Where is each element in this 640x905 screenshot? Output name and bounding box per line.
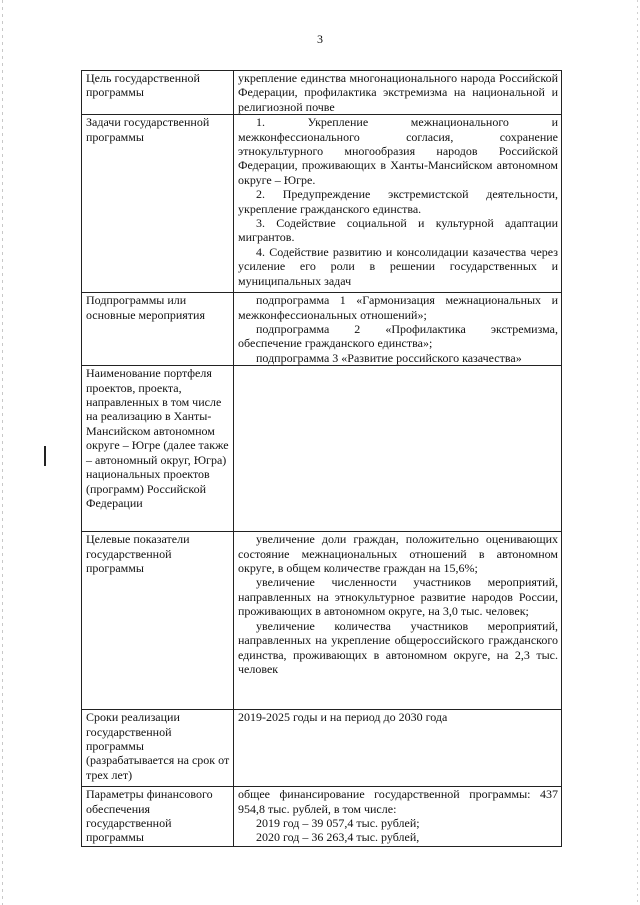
value-paragraph: 2. Предупреждение экстремистской деятельности, укрепление гражданского единства. <box>238 187 558 216</box>
table-row-portfolio <box>82 366 562 532</box>
table-row-tasks <box>82 115 562 293</box>
row-value <box>234 710 562 787</box>
scan-edge-right <box>637 0 638 905</box>
row-value <box>234 293 562 366</box>
table-row-goal <box>82 71 562 115</box>
financing-intro: общее финансирование государственной программы: 437 954,8 тыс. рублей, в том числе: <box>238 787 558 816</box>
value-paragraph: 2019-2025 годы и на период до 2030 года <box>238 710 448 725</box>
value-paragraph: подпрограмма 1 «Гармонизация межнациональных и межконфессиональных отношений»; <box>238 293 558 322</box>
row-value <box>234 787 562 847</box>
margin-mark <box>44 446 46 466</box>
passport-table <box>81 70 562 847</box>
table-row-indicators <box>82 532 562 710</box>
value-paragraph: увеличение численности участников мероприятий, направленных на этнокультурное развитие народов России, проживающих в автономном округе, на 3,0 тыс. человек; <box>238 575 558 619</box>
value-paragraph: 1. Укрепление межнационального и межконфессионального согласия, сохранение этнокультурного многообразия народов Российской Федерации, проживающих в Ханты-Мансийском автономном округе – Югре. <box>238 115 558 187</box>
scan-edge-left <box>2 0 3 905</box>
row-value <box>234 532 562 710</box>
financing-year-line: 2020 год – 36 263,4 тыс. рублей, <box>256 830 420 845</box>
value-paragraph: подпрограмма 2 «Профилактика экстремизма, обеспечение гражданского единства»; <box>238 322 558 351</box>
row-value-empty <box>234 366 562 532</box>
financing-year-line: 2019 год – 39 057,4 тыс. рублей; <box>256 816 420 831</box>
table-row-financing <box>82 787 562 847</box>
page-number: 3 <box>317 32 323 46</box>
value-paragraph: увеличение количества участников мероприятий, направленных на укрепление общероссийского гражданского единства, проживающих в автономном округе, на 2,3 тыс. человек <box>238 618 558 676</box>
row-label: Сроки реализации государственной программы (разрабатывается на срок от трех лет) <box>82 710 234 787</box>
row-label: Целевые показатели государственной программы <box>82 532 234 710</box>
table-row-terms <box>82 710 562 787</box>
row-value <box>234 71 562 115</box>
table-row-subprograms <box>82 293 562 366</box>
row-label: Задачи государственной программы <box>82 115 234 293</box>
value-paragraph: 3. Содействие социальной и культурной адаптации мигрантов. <box>238 216 558 245</box>
value-paragraph: укрепление единства многонационального народа Российской Федерации, профилактика экстремизма на национальной и религиозной почве <box>238 71 558 114</box>
value-paragraph: 4. Содействие развитию и консолидации казачества через усиление его роли в решении государственных и муниципальных задач <box>238 244 558 288</box>
row-label: Параметры финансового обеспечения государственной программы <box>82 787 234 847</box>
row-label: Цель государственной программы <box>82 71 234 115</box>
row-label: Подпрограммы или основные мероприятия <box>82 293 234 366</box>
value-paragraph: увеличение доли граждан, положительно оценивающих состояние межнациональных отношений в автономном округе, в общем количестве граждан на 15,6%; <box>238 532 558 576</box>
row-value <box>234 115 562 293</box>
value-paragraph: подпрограмма 3 «Развитие российского казачества» <box>256 350 522 365</box>
row-label: Наименование портфеля проектов, проекта, направленных в том числе на реализацию в Ханты-Мансийском автономном округе – Югре (далее также – автономный округ, Югра) национальных проектов (программ) Российской Федерации <box>82 366 234 532</box>
